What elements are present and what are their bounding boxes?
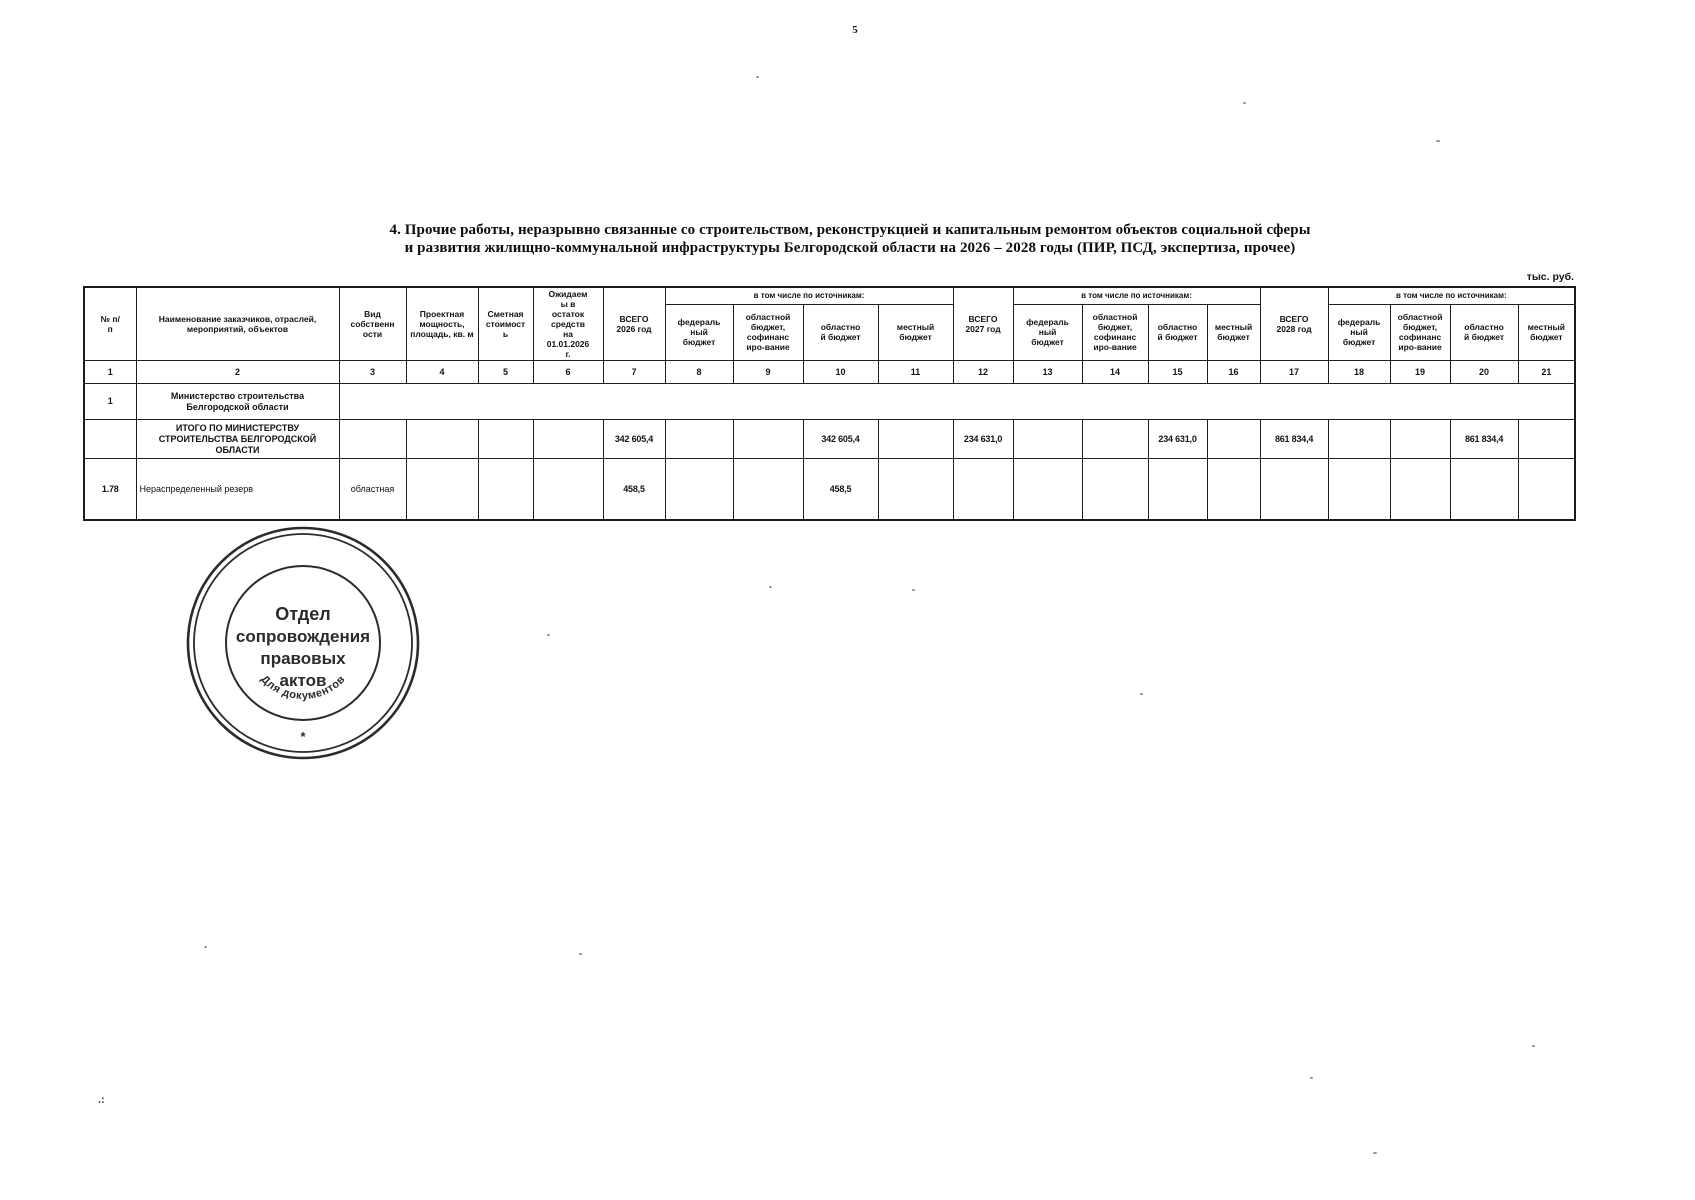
header-band-sources-2028: в том числе по источникам: bbox=[1328, 287, 1575, 304]
header-cell-federal-2027 bbox=[1013, 304, 1082, 360]
header-label: ВСЕГО 2026 год bbox=[616, 314, 652, 334]
table-cell-empty bbox=[1013, 420, 1082, 459]
bottom-left-mark: .: bbox=[98, 1094, 105, 1106]
regional-2028-value: 861 834,4 bbox=[1450, 420, 1518, 459]
header-cell-regional-cofin-2026 bbox=[733, 304, 803, 360]
section-name-cell: Министерство строительства Белгородской области bbox=[136, 384, 339, 420]
regional-2026-value: 458,5 bbox=[803, 459, 878, 521]
regional-2027-value: 234 631,0 bbox=[1148, 420, 1207, 459]
header-cell-federal-2028 bbox=[1328, 304, 1390, 360]
header-cell-name bbox=[136, 287, 339, 361]
column-number-cell: 19 bbox=[1390, 361, 1450, 384]
header-cell-federal-2026 bbox=[665, 304, 733, 360]
table-cell-empty bbox=[878, 420, 953, 459]
header-cell-regional-2027 bbox=[1148, 304, 1207, 360]
header-label: Сметная стоимость bbox=[485, 309, 526, 339]
header-label: Ожидаемы в остаток средств на 01.01.2026 г. bbox=[546, 289, 590, 359]
scan-speck bbox=[547, 634, 550, 636]
scan-speck bbox=[1532, 1045, 1535, 1047]
header-label: областной бюджет bbox=[820, 322, 861, 343]
column-number-cell: 2 bbox=[136, 361, 339, 384]
table-cell-empty bbox=[1260, 459, 1328, 521]
header-label: местный бюджет bbox=[896, 322, 935, 343]
header-label: Наименование заказчиков, отраслей, мероприятий, объектов bbox=[158, 314, 317, 334]
header-label: областной бюджет, софинансиро-вание bbox=[745, 312, 791, 353]
column-number-cell: 4 bbox=[406, 361, 478, 384]
header-label: местный бюджет bbox=[1214, 322, 1253, 343]
table-cell-empty bbox=[1518, 420, 1575, 459]
reserve-row bbox=[84, 459, 1575, 521]
column-number-cell: 10 bbox=[803, 361, 878, 384]
table-cell-empty bbox=[1518, 459, 1575, 521]
scan-speck bbox=[579, 953, 582, 955]
regional-2026-value: 342 605,4 bbox=[803, 420, 878, 459]
scan-speck bbox=[1436, 140, 1440, 142]
column-number-cell: 16 bbox=[1207, 361, 1260, 384]
header-label: Вид собственности bbox=[350, 309, 395, 339]
header-band-sources-2026: в том числе по источникам: bbox=[665, 287, 953, 304]
column-number-cell: 9 bbox=[733, 361, 803, 384]
header-cell-regional-2026 bbox=[803, 304, 878, 360]
table-cell-empty bbox=[878, 459, 953, 521]
header-cell-ownership bbox=[339, 287, 406, 361]
scan-speck bbox=[912, 589, 915, 591]
table-cell-empty bbox=[478, 420, 533, 459]
column-number-cell: 8 bbox=[665, 361, 733, 384]
total-2027-value: 234 631,0 bbox=[953, 420, 1013, 459]
header-label: Проектная мощность, площадь, кв. м bbox=[410, 309, 474, 339]
table-cell-empty bbox=[665, 420, 733, 459]
header-cell-local-2028 bbox=[1518, 304, 1575, 360]
header-cell-total-2026 bbox=[603, 287, 665, 361]
document-title-line1: 4. Прочие работы, неразрывно связанные со строительством, реконструкцией и капитальным ремонтом объектов социальной сферы bbox=[389, 222, 1311, 238]
scan-speck bbox=[1310, 1077, 1313, 1079]
units-label: тыс. руб. bbox=[1526, 271, 1574, 283]
column-number-cell: 12 bbox=[953, 361, 1013, 384]
scan-speck bbox=[1243, 102, 1246, 104]
column-number-cell: 5 bbox=[478, 361, 533, 384]
table-cell-empty bbox=[1450, 459, 1518, 521]
scan-speck bbox=[769, 586, 772, 588]
total-2028-value: 861 834,4 bbox=[1260, 420, 1328, 459]
page-number: 5 bbox=[852, 24, 858, 36]
scan-speck bbox=[756, 76, 759, 78]
reserve-name-cell: Нераспределенный резерв bbox=[136, 459, 339, 521]
table-cell-empty bbox=[665, 459, 733, 521]
table-cell-empty bbox=[1328, 459, 1390, 521]
total-2026-value: 342 605,4 bbox=[603, 420, 665, 459]
scan-speck bbox=[204, 946, 207, 948]
budget-table bbox=[83, 286, 1576, 521]
total-2026-value: 458,5 bbox=[603, 459, 665, 521]
stamp-center-line3: правовых bbox=[260, 649, 346, 668]
header-band-sources-2027: в том числе по источникам: bbox=[1013, 287, 1260, 304]
stamp-center-line4: актов bbox=[279, 671, 327, 690]
scan-speck bbox=[1140, 693, 1143, 695]
total-row-ministry bbox=[84, 420, 1575, 459]
table-cell-empty bbox=[533, 420, 603, 459]
table-cell-empty bbox=[478, 459, 533, 521]
table-cell-empty bbox=[733, 420, 803, 459]
table-cell-empty bbox=[953, 459, 1013, 521]
header-cell-regional-cofin-2028 bbox=[1390, 304, 1450, 360]
header-label: областной бюджет bbox=[1464, 322, 1505, 343]
header-label: ВСЕГО 2028 год bbox=[1276, 314, 1312, 334]
stamp-asterisk: * bbox=[300, 729, 306, 744]
column-number-cell: 13 bbox=[1013, 361, 1082, 384]
row-number-cell: 1 bbox=[84, 384, 136, 420]
header-label: местный бюджет bbox=[1527, 322, 1566, 343]
column-number-cell: 17 bbox=[1260, 361, 1328, 384]
header-cell-total-2028 bbox=[1260, 287, 1328, 361]
header-cell-total-2027 bbox=[953, 287, 1013, 361]
table-cell-empty bbox=[733, 459, 803, 521]
column-number-cell: 15 bbox=[1148, 361, 1207, 384]
header-label: федеральный бюджет bbox=[1337, 317, 1381, 348]
section-row-ministry bbox=[84, 384, 1575, 420]
header-label: ВСЕГО 2027 год bbox=[965, 314, 1001, 334]
header-label: областной бюджет, софинансиро-вание bbox=[1092, 312, 1138, 353]
header-cell-balance bbox=[533, 287, 603, 361]
table-cell-empty bbox=[406, 420, 478, 459]
official-stamp bbox=[183, 523, 423, 763]
header-cell-local-2026 bbox=[878, 304, 953, 360]
table-cell-empty bbox=[339, 420, 406, 459]
header-cell-no bbox=[84, 287, 136, 361]
header-cell-regional-cofin-2027 bbox=[1082, 304, 1148, 360]
header-cell-capacity bbox=[406, 287, 478, 361]
total-name-cell: ИТОГО ПО МИНИСТЕРСТВУ СТРОИТЕЛЬСТВА БЕЛГОРОДСКОЙ ОБЛАСТИ bbox=[136, 420, 339, 459]
table-cell-empty bbox=[1013, 459, 1082, 521]
header-cell-regional-2028 bbox=[1450, 304, 1518, 360]
table-cell-empty bbox=[533, 459, 603, 521]
table-cell-empty bbox=[1207, 459, 1260, 521]
column-number-cell: 21 bbox=[1518, 361, 1575, 384]
header-cell-estimate bbox=[478, 287, 533, 361]
table-cell-empty bbox=[1082, 459, 1148, 521]
document-title-line2: и развития жилищно-коммунальной инфраструктуры Белгородской области на 2026 – 2028 годы (ПИР, ПСД, экспертиза, прочее) bbox=[404, 240, 1296, 256]
header-label: федеральный бюджет bbox=[1026, 317, 1069, 348]
table-cell-empty bbox=[1328, 420, 1390, 459]
stamp-bottom-text: Для документов bbox=[258, 673, 348, 703]
column-number-cell: 1 bbox=[84, 361, 136, 384]
stamp-center-line1: Отдел bbox=[275, 604, 331, 624]
table-cell-empty bbox=[1390, 420, 1450, 459]
table-cell-empty bbox=[1390, 459, 1450, 521]
column-number-cell: 6 bbox=[533, 361, 603, 384]
table-cell-empty bbox=[1148, 459, 1207, 521]
table-cell-empty bbox=[339, 384, 1575, 420]
column-number-cell: 20 bbox=[1450, 361, 1518, 384]
header-cell-local-2027 bbox=[1207, 304, 1260, 360]
column-number-cell: 7 bbox=[603, 361, 665, 384]
table-cell-empty bbox=[406, 459, 478, 521]
document-title bbox=[298, 221, 1402, 257]
table-cell-empty bbox=[84, 420, 136, 459]
column-number-cell: 18 bbox=[1328, 361, 1390, 384]
table-cell-empty bbox=[1082, 420, 1148, 459]
column-number-cell: 11 bbox=[878, 361, 953, 384]
row-number-cell: 1.78 bbox=[84, 459, 136, 521]
scan-speck bbox=[1373, 1152, 1377, 1154]
column-number-cell: 3 bbox=[339, 361, 406, 384]
table-cell-empty bbox=[1207, 420, 1260, 459]
header-label: федеральный бюджет bbox=[677, 317, 721, 348]
ownership-cell: областная bbox=[339, 459, 406, 521]
column-number-cell: 14 bbox=[1082, 361, 1148, 384]
header-label: областной бюджет bbox=[1157, 322, 1198, 343]
header-label: № п/п bbox=[100, 314, 120, 334]
header-label: областной бюджет, софинансиро-вание bbox=[1397, 312, 1443, 353]
stamp-center-line2: сопровождения bbox=[235, 627, 371, 646]
